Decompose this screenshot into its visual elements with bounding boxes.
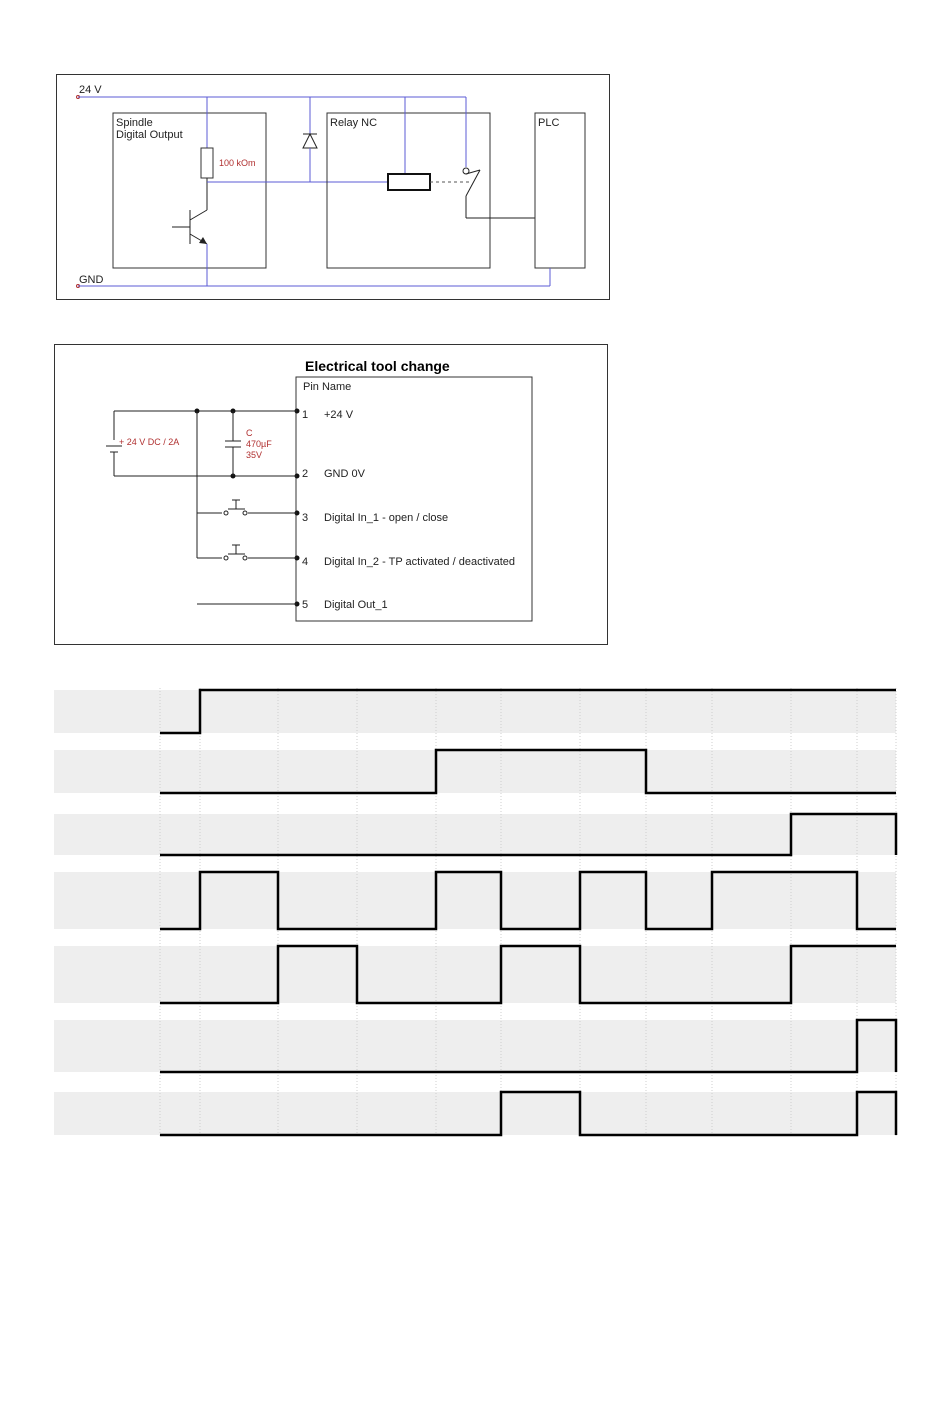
ground-label: GND (79, 274, 104, 286)
relay-coil (388, 174, 430, 190)
pin-row-2 (295, 468, 366, 480)
pin-name-header: Pin Name (303, 381, 352, 393)
signal-band-1 (54, 690, 896, 733)
pin-name: +24 V (324, 409, 354, 421)
spindle-label: Spindle (116, 117, 153, 129)
signal-band-3 (54, 814, 896, 855)
capacitor-value: 470µF (246, 439, 272, 449)
pin-name: Digital In_2 - TP activated / deactivated (324, 556, 515, 568)
relay-circuit-diagram (0, 0, 950, 310)
resistor-label: 100 kOm (219, 158, 256, 168)
signal-band-2 (54, 750, 896, 793)
spindle-label-line2: Digital Output (116, 129, 183, 141)
pin-name: Digital In_1 - open / close (324, 512, 449, 524)
relay-label: Relay NC (330, 117, 378, 129)
pin-number: 1 (302, 409, 309, 421)
signal-band-7 (54, 1092, 896, 1135)
supply-voltage-label: + 24 V DC / 2A (119, 437, 180, 447)
signal-band-5 (54, 946, 896, 1003)
tool-change-diagram (0, 330, 950, 650)
pin-number: 4 (302, 556, 309, 568)
resistor (201, 148, 213, 178)
signal-band-6 (54, 1020, 896, 1072)
pin-number: 2 (302, 468, 309, 480)
signal-band-4 (54, 872, 896, 929)
relay-diagram-frame (57, 75, 610, 300)
timing-diagram (0, 680, 950, 1150)
supply-label: 24 V (79, 84, 102, 96)
pin-number: 5 (302, 599, 309, 611)
pin-number: 3 (302, 512, 309, 524)
capacitor-voltage: 35V (246, 450, 263, 460)
tool-change-title: Electrical tool change (305, 358, 450, 374)
pin-row-1 (295, 409, 354, 422)
pin-row-4 (295, 556, 515, 569)
capacitor-label: C (246, 428, 253, 438)
pin-name: GND 0V (324, 468, 365, 480)
plc-label: PLC (538, 117, 560, 129)
pin-name: Digital Out_1 (324, 599, 388, 611)
